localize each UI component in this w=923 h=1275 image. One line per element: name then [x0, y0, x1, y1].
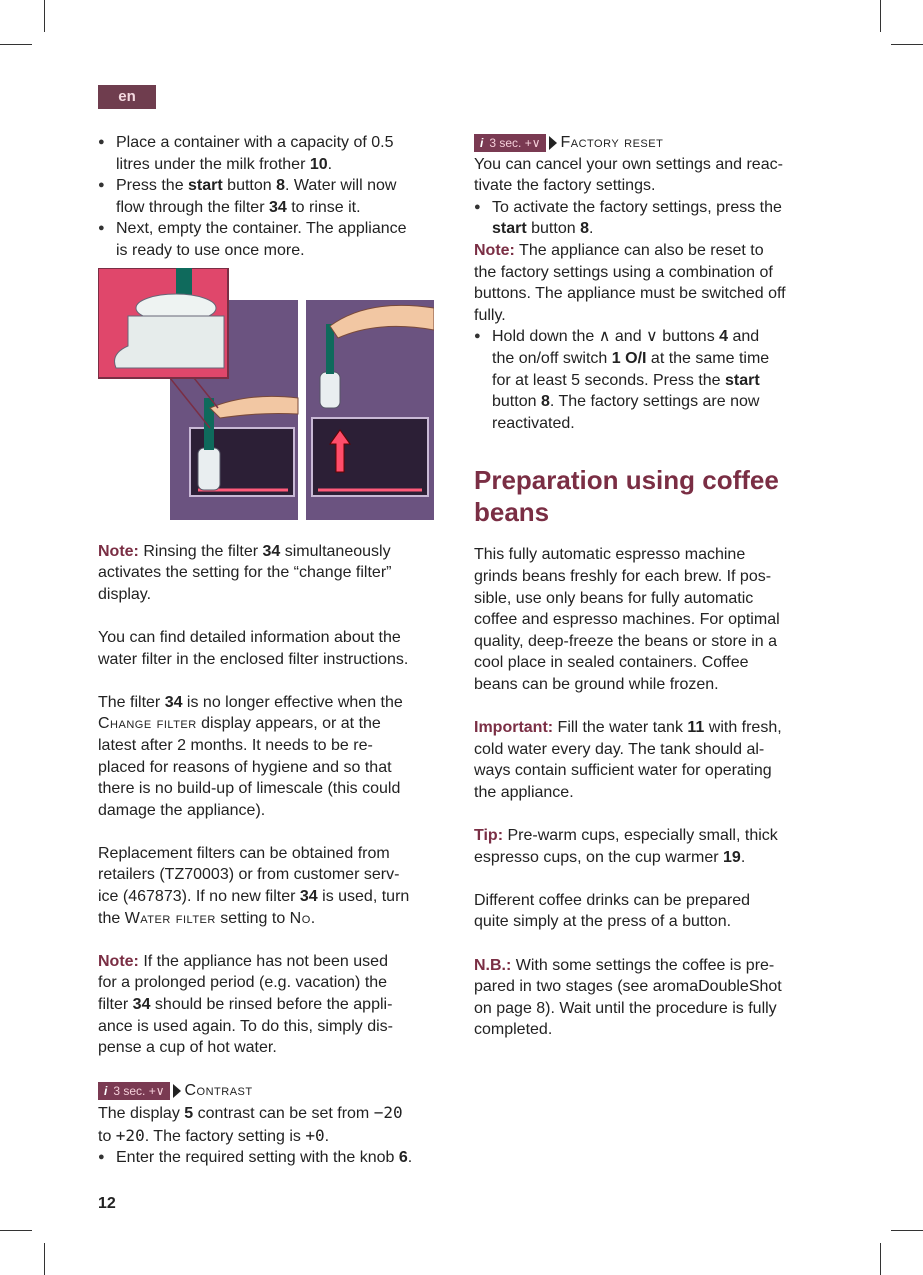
filter-effectiveness: The filter 34 is no longer effective when the Change filter display appears, or at the latest after 2 months. It needs to be re- placed for reasons of hygiene and so that there is no build-up of limescale (this could damage the appliance). [98, 693, 403, 819]
contrast-heading: i 3 sec. +∨ Contrast [98, 1080, 458, 1102]
drip-tray-right [312, 418, 428, 496]
filter-info: You can find detailed information about the water filter in the enclosed filter instructions. [98, 628, 409, 668]
contrast-text: The display 5 contrast can be set from −20 to +20. The factory setting is +0. [98, 1103, 403, 1145]
replacement-filters: Replacement filters can be obtained from retailers (TZ70003) or from customer serv- ice (467873). If no new filter 34 is used, turn the Water filter setting to No. [98, 844, 410, 927]
inset-filter-body [115, 316, 225, 368]
section-heading: Preparation using coffee beans [474, 465, 779, 528]
crop-mark [891, 44, 923, 45]
crop-mark [880, 1243, 881, 1275]
crop-mark [44, 1243, 45, 1275]
list-item: ● To activate the factory settings, press the start button 8. [474, 197, 834, 240]
important-note: Important: Fill the water tank 11 with fresh, cold water every day. The tank should al- ways contain sufficient water for operating the appliance. [474, 719, 782, 801]
chevron-down-icon: ∨ [646, 328, 658, 346]
note-prolonged: Note: If the appliance has not been used for a prolonged period (e.g. vacation) the filter 34 should be rinsed before the appli- ance is used again. To do this, simply dis- pense a cup of hot water. [98, 952, 393, 1057]
info-icon: i [104, 1084, 108, 1099]
page-number: 12 [98, 1195, 116, 1212]
reset-text: You can cancel your own settings and reac- tivate the factory settings. [474, 155, 783, 195]
intro-text: This fully automatic espresso machine grinds beans freshly for each brew. If pos- sible, use only beans for fully automatic coffee and espresso machines. For optimal quality, deep-freeze the beans or store in a cool place in sealed containers. Coffee beans can be ground while frozen. [474, 546, 780, 693]
right-column [474, 132, 834, 1041]
filter-lifted [320, 372, 340, 408]
crop-mark [44, 0, 45, 32]
info-badge: i 3 sec. +∨ [98, 1082, 170, 1100]
info-badge: i 3 sec. +∨ [474, 134, 546, 152]
drinks-text: Different coffee drinks can be prepared quite simply at the press of a button. [474, 891, 751, 931]
crop-mark [880, 0, 881, 32]
crop-mark [891, 1230, 923, 1231]
crop-mark [0, 1230, 32, 1231]
list-item: ● Place a container with a capacity of 0.5 litres under the milk frother 10. [98, 132, 458, 175]
tip-note: Tip: Pre-warm cups, especially small, thick espresso cups, on the cup warmer 19. [474, 827, 778, 866]
filter-rinse-illustration [98, 268, 434, 520]
language-tab: en [98, 85, 156, 109]
list-item: ● Next, empty the container. The appliance is ready to use once more. [98, 218, 458, 261]
filter-stem [326, 324, 334, 374]
reset-note: Note: The appliance can also be reset to the factory settings using a combination of buttons. The appliance must be switched off fully. [474, 241, 786, 324]
info-icon: i [480, 135, 484, 150]
filter-in-tank [198, 448, 220, 490]
nb-note: N.B.: With some settings the coffee is pre- pared in two stages (see aromaDoubleShot on page 8). Wait until the procedure is fully completed. [474, 956, 782, 1039]
crop-mark [0, 44, 32, 45]
list-item: ● Enter the required setting with the knob 6. [98, 1147, 458, 1169]
list-item: ● Hold down the ∧ and ∨ buttons 4 and the on/off switch 1 O/I at the same time for at least 5 seconds. Press the start button 8. The factory settings are now reactivated. [474, 326, 834, 434]
chevron-up-icon: ∧ [598, 328, 611, 346]
filter-stem [204, 398, 214, 450]
list-item: ● Press the start button 8. Water will now flow through the filter 34 to rinse it. [98, 175, 458, 218]
factory-reset-heading: i 3 sec. +∨ Factory reset [474, 132, 834, 154]
note-rinsing: Note: Rinsing the filter 34 simultaneously activates the setting for the “change filter” display. [98, 542, 392, 603]
